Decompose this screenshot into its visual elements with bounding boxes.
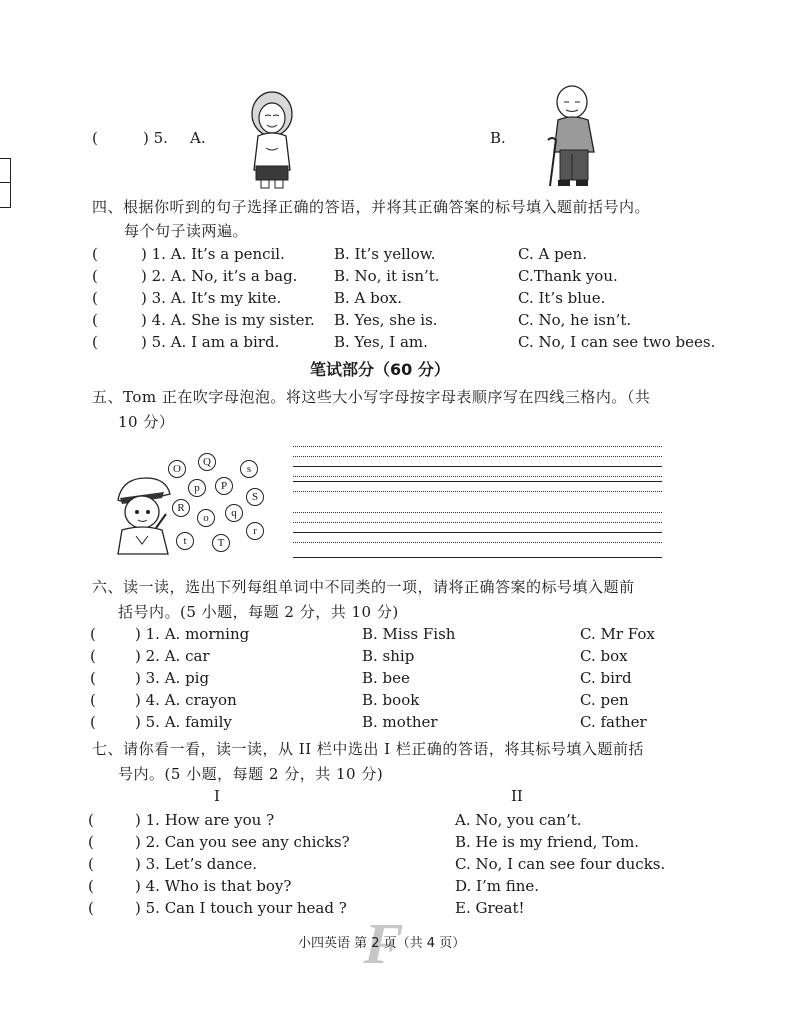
sec6-paren-2: ( [90, 647, 96, 665]
sec6-q5-c: C. father [580, 713, 647, 731]
letter-bubble: R [172, 499, 190, 517]
sec7-answer-a: A. No, you can’t. [455, 811, 582, 829]
sec6-q2-b: B. ship [362, 647, 415, 665]
letter-bubble: T [212, 534, 230, 552]
q5-paren-open: ( [92, 129, 98, 147]
sec4-q1-b: B. It’s yellow. [334, 245, 436, 263]
sec6-paren-3: ( [90, 669, 96, 687]
sec7-paren-5: ( [88, 899, 94, 917]
sec6-q5: ) 5. A. family [135, 713, 232, 731]
sec7-paren-4: ( [88, 877, 94, 895]
sec4-q5: ) 5. A. I am a bird. [141, 333, 280, 351]
sec6-q3: ) 3. A. pig [135, 669, 210, 687]
sec4-paren-2: ( [92, 267, 98, 285]
sec7-answer-d: D. I’m fine. [455, 877, 540, 895]
section-6-subtitle: 括号内。(5 小题，每题 2 分，共 10 分) [118, 603, 399, 621]
sec7-paren-2: ( [88, 833, 94, 851]
sec4-q1: ) 1. A. It’s a pencil. [141, 245, 285, 263]
sec4-q5-b: B. Yes, I am. [334, 333, 428, 351]
tom-boy-illustration [108, 470, 174, 556]
sec7-answer-e: E. Great! [455, 899, 525, 917]
sec4-q4-b: B. Yes, she is. [334, 311, 438, 329]
sec6-q4-c: C. pen [580, 691, 629, 709]
sec4-q2-c: C.Thank you. [518, 267, 618, 285]
sec6-q1-b: B. Miss Fish [362, 625, 456, 643]
sec7-q1: ) 1. How are you ? [135, 811, 275, 829]
section-7-subtitle: 号内。(5 小题，每题 2 分，共 10 分) [118, 765, 384, 783]
letter-bubble: S [246, 488, 264, 506]
sec6-q2: ) 2. A. car [135, 647, 210, 665]
sec4-q2: ) 2. A. No, it’s a bag. [141, 267, 298, 285]
sec7-paren-3: ( [88, 855, 94, 873]
sec4-q2-b: B. No, it isn’t. [334, 267, 440, 285]
sec6-paren-1: ( [90, 625, 96, 643]
sec4-paren-5: ( [92, 333, 98, 351]
written-part-title: 笔试部分（60 分） [310, 360, 450, 379]
sec6-paren-4: ( [90, 691, 96, 709]
sec4-paren-4: ( [92, 311, 98, 329]
sec6-q5-b: B. mother [362, 713, 438, 731]
column-ii-header: II [511, 787, 523, 805]
sec4-q3-c: C. It’s blue. [518, 289, 606, 307]
page-footer: 小四英语 第 2 页（共 4 页） [298, 936, 466, 951]
sec7-q4: ) 4. Who is that boy? [135, 877, 292, 895]
sec7-answer-c: C. No, I can see four ducks. [455, 855, 666, 873]
letter-bubble: s [240, 460, 258, 478]
section-5-subtitle: 10 分） [118, 413, 175, 431]
sec4-q4-c: C. No, he isn’t. [518, 311, 632, 329]
q5-option-b: B. [490, 129, 506, 147]
sec6-paren-5: ( [90, 713, 96, 731]
letter-bubble: q [225, 504, 243, 522]
column-i-header: I [214, 787, 220, 805]
q5-option-a: A. [190, 129, 206, 147]
letter-bubble: p [188, 479, 206, 497]
letter-bubble: t [176, 532, 194, 550]
sec6-q4-b: B. book [362, 691, 420, 709]
letter-bubble: P [215, 477, 233, 495]
section-5-title: 五、Tom 正在吹字母泡泡。将这些大小写字母按字母表顺序写在四线三格内。（共 [92, 388, 651, 406]
sec6-q3-c: C. bird [580, 669, 632, 687]
sec6-q2-c: C. box [580, 647, 628, 665]
page-watermark-letter: F [359, 911, 409, 976]
sec6-q4: ) 4. A. crayon [135, 691, 237, 709]
section-4-title: 四、根据你听到的句子选择正确的答语，并将其正确答案的标号填入题前括号内。 [92, 198, 651, 216]
sec6-q3-b: B. bee [362, 669, 410, 687]
grandma-illustration [244, 88, 300, 190]
sec4-paren-1: ( [92, 245, 98, 263]
letter-bubble: r [246, 522, 264, 540]
sec7-paren-1: ( [88, 811, 94, 829]
q5-number: ) 5. [143, 129, 168, 147]
sec4-paren-3: ( [92, 289, 98, 307]
section-7-title: 七、请你看一看，读一读，从 II 栏中选出 I 栏正确的答语，将其标号填入题前括 [92, 740, 644, 758]
sec6-q1: ) 1. A. morning [135, 625, 250, 643]
letter-bubble: Q [198, 453, 216, 471]
sec7-q5: ) 5. Can I touch your head ? [135, 899, 347, 917]
sec7-q3: ) 3. Let’s dance. [135, 855, 258, 873]
sec7-q2: ) 2. Can you see any chicks? [135, 833, 350, 851]
sec4-q3-b: B. A box. [334, 289, 403, 307]
sec4-q1-c: C. A pen. [518, 245, 587, 263]
sec4-q5-c: C. No, I can see two bees. [518, 333, 716, 351]
sec4-q3: ) 3. A. It’s my kite. [141, 289, 282, 307]
sec4-q4: ) 4. A. She is my sister. [141, 311, 315, 329]
grandpa-illustration [540, 84, 606, 188]
sec6-q1-c: C. Mr Fox [580, 625, 655, 643]
letter-bubble: o [197, 509, 215, 527]
margin-bracket [0, 158, 11, 208]
section-4-subtitle: 每个句子读两遍。 [124, 222, 249, 240]
sec7-answer-b: B. He is my friend, Tom. [455, 833, 640, 851]
margin-tick [0, 182, 10, 183]
section-6-title: 六、读一读，选出下列每组单词中不同类的一项，请将正确答案的标号填入题前 [92, 578, 635, 596]
letter-bubble: O [168, 460, 186, 478]
